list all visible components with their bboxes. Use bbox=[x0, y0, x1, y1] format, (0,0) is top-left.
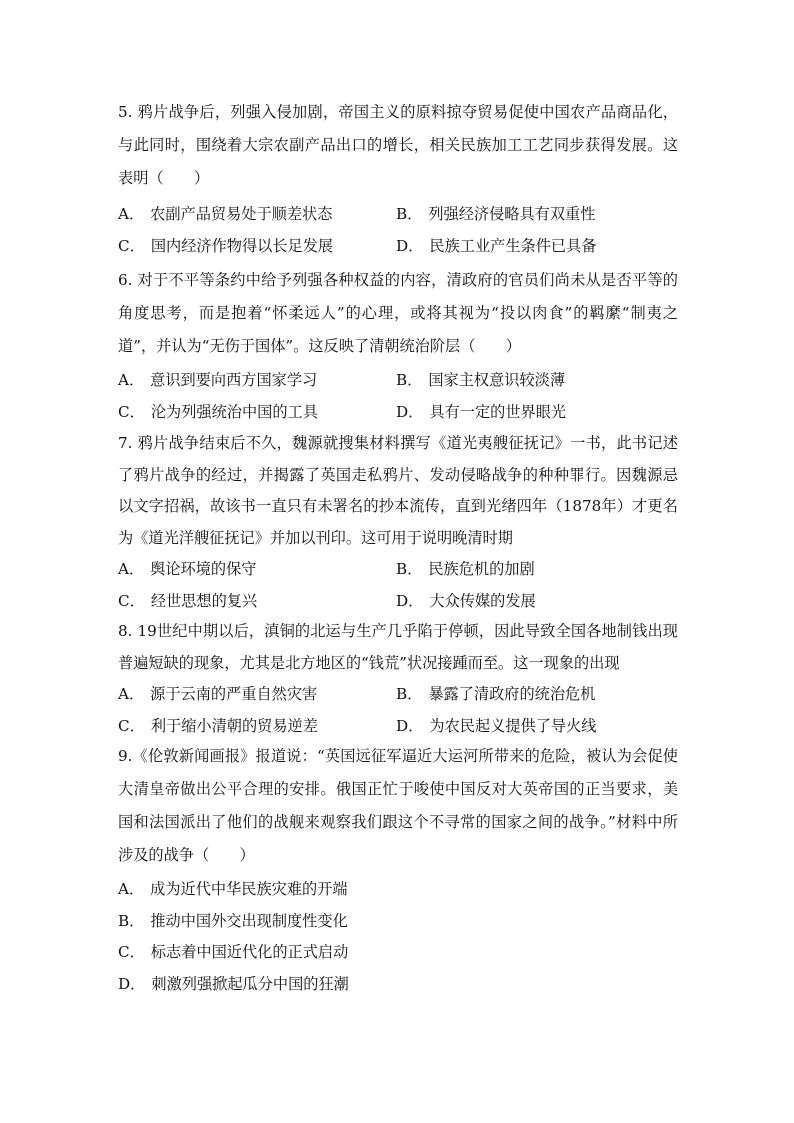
option-text: 推动中国外交出现制度性变化 bbox=[150, 911, 348, 930]
option-text: 为农民起义提供了导火线 bbox=[429, 716, 597, 735]
option-letter: C． bbox=[118, 943, 145, 961]
option-letter: D． bbox=[396, 716, 424, 735]
option-text: 暴露了清政府的统治危机 bbox=[428, 685, 596, 703]
option-d[interactable] bbox=[396, 231, 678, 263]
option-letter: B． bbox=[396, 371, 423, 389]
option-text: 农副产品贸易处于顺差状态 bbox=[150, 205, 333, 223]
option-c[interactable] bbox=[118, 586, 396, 618]
option-text: 民族危机的加剧 bbox=[428, 560, 535, 578]
option-letter: A． bbox=[118, 371, 145, 389]
question-7 bbox=[118, 428, 678, 617]
option-d[interactable] bbox=[118, 969, 678, 1001]
option-letter: B． bbox=[396, 205, 423, 223]
option-letter: C． bbox=[118, 236, 145, 255]
option-c[interactable] bbox=[118, 711, 396, 743]
question-9 bbox=[118, 740, 678, 1000]
question-8 bbox=[118, 616, 678, 742]
option-letter: D． bbox=[396, 402, 424, 421]
question-stem: 5. 鸦片战争后，列强入侵加剧，帝国主义的原料掠夺贸易促使中国农产品商品化，与此同时，围绕着大宗农副产品出口的增长，相关民族加工工艺同步获得发展。这表明（ ） bbox=[118, 103, 678, 187]
option-b[interactable] bbox=[396, 679, 678, 711]
option-c[interactable] bbox=[118, 231, 396, 263]
option-text: 刺激列强掀起瓜分中国的狂潮 bbox=[151, 974, 349, 993]
option-text: 大众传媒的发展 bbox=[429, 591, 536, 610]
question-stem: 6. 对于不平等条约中给予列强各种权益的内容，清政府的官员们尚未从是否平等的角度思考，而是抱着“怀柔远人”的心理，或将其视为“投以肉食”的羁縻“制夷之道”，并认为“无伤于国体”。这反映了清朝统治阶层（ ） bbox=[118, 271, 678, 355]
option-c[interactable] bbox=[118, 397, 396, 429]
option-d[interactable] bbox=[396, 397, 678, 429]
option-letter: B． bbox=[118, 911, 145, 930]
option-b[interactable] bbox=[396, 365, 678, 397]
option-text: 列强经济侵略具有双重性 bbox=[428, 205, 596, 223]
option-letter: D． bbox=[118, 974, 146, 993]
question-stem: 7. 鸦片战争结束后不久，魏源就搜集材料撰写《道光夷艘征抚记》一书，此书记述了鸦片战争的经过，并揭露了英国走私鸦片、发动侵略战争的种种罪行。因魏源忌以文字招祸，故该书一直只有未署名的抄本流传，直到光绪四年（1878年）才更名为《道光洋艘征抚记》并加以刊印。这可用于说明晚清时期 bbox=[118, 434, 678, 547]
option-a[interactable] bbox=[118, 874, 678, 906]
option-text: 成为近代中华民族灾难的开端 bbox=[150, 880, 348, 898]
option-a[interactable] bbox=[118, 679, 396, 711]
options bbox=[118, 874, 678, 1000]
question-stem: 8. 19世纪中期以后，滇铜的北运与生产几乎陷于停顿，因此导致全国各地制钱出现普遍短缺的现象，尤其是北方地区的“钱荒”状况接踵而至。这一现象的出现 bbox=[118, 622, 678, 672]
option-text: 意识到要向西方国家学习 bbox=[150, 371, 318, 389]
question-6 bbox=[118, 264, 678, 428]
option-letter: D． bbox=[396, 236, 424, 255]
option-a[interactable] bbox=[118, 554, 396, 586]
option-a[interactable] bbox=[118, 199, 396, 231]
option-b[interactable] bbox=[118, 906, 678, 938]
option-a[interactable] bbox=[118, 365, 396, 397]
option-text: 民族工业产生条件已具备 bbox=[429, 236, 597, 255]
option-text: 国内经济作物得以长足发展 bbox=[150, 236, 334, 255]
option-text: 经世思想的复兴 bbox=[150, 591, 258, 610]
option-letter: A． bbox=[118, 685, 145, 703]
option-text: 标志着中国近代化的正式启动 bbox=[150, 943, 349, 961]
options bbox=[118, 554, 678, 617]
question-5 bbox=[118, 96, 678, 262]
option-letter: D． bbox=[396, 591, 424, 610]
option-letter: C． bbox=[118, 716, 145, 735]
option-c[interactable] bbox=[118, 937, 678, 969]
option-letter: A． bbox=[118, 205, 145, 223]
option-text: 利于缩小清朝的贸易逆差 bbox=[150, 716, 318, 735]
option-text: 舆论环境的保守 bbox=[150, 560, 257, 578]
option-b[interactable] bbox=[396, 554, 678, 586]
option-text: 源于云南的严重自然灾害 bbox=[150, 685, 318, 703]
options bbox=[118, 679, 678, 742]
option-letter: C． bbox=[118, 591, 145, 610]
option-letter: B． bbox=[396, 685, 423, 703]
option-text: 国家主权意识较淡薄 bbox=[428, 371, 566, 389]
option-letter: A． bbox=[118, 560, 145, 578]
options bbox=[118, 199, 678, 262]
option-d[interactable] bbox=[396, 586, 678, 618]
option-letter: C． bbox=[118, 402, 145, 421]
question-stem: 9.《伦敦新闻画报》报道说：“英国远征军逼近大运河所带来的危险，被认为会促使大清皇帝做出公平合理的安排。俄国正忙于唆使中国反对大英帝国的正当要求，美国和法国派出了他们的战舰来观察我们跟这个不寻常的国家之间的战争。”材料中所涉及的战争（ ） bbox=[118, 747, 678, 864]
option-text: 沦为列强统治中国的工具 bbox=[150, 402, 318, 421]
option-d[interactable] bbox=[396, 711, 678, 743]
options bbox=[118, 365, 678, 428]
option-letter: B． bbox=[396, 560, 423, 578]
option-b[interactable] bbox=[396, 199, 678, 231]
option-letter: A． bbox=[118, 880, 145, 898]
option-text: 具有一定的世界眼光 bbox=[429, 402, 567, 421]
